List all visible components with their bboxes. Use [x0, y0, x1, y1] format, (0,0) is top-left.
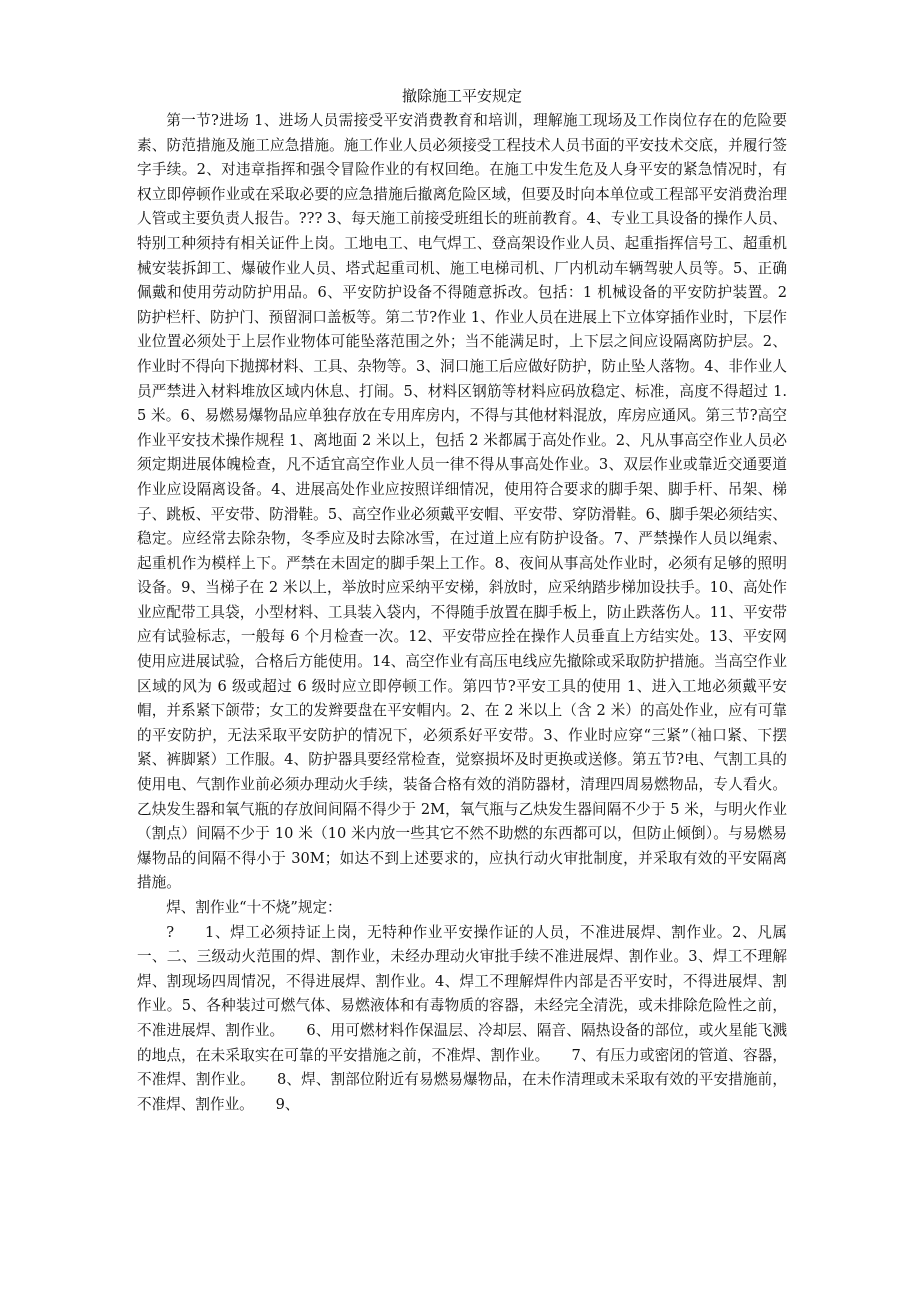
body-paragraph-heading: 焊、割作业“十不烧”规定：	[166, 899, 342, 916]
body-paragraph-main: 第一节?进场 1、进场人员需接受平安消费教育和培训，理解施工现场及工作岗位存在的危险要素、防范措施及施工应急措施。施工作业人员必须接受工程技术人员书面的平安技术交底，并履行签字手续。2、对违章指挥和强令冒险作业的有权回绝。在施工中发生危及人身平安的紧急情况时，有权立即停顿作业或在采取必要的应急措施后撤离危险区域，但要及时向本单位或工程部平安消费治理人管或主要负责人报告。??? 3、每天施工前接受班组长的班前教育。4、专业工具设备的操作人员、特别工种须持有相关证件上岗。工地电工、电气焊工、登高架设作业人员、起重指挥信号工、超重机械安装拆卸工、爆破作业人员、塔式起重司机、施工电梯司机、厂内机动车辆驾驶人员等。5、正确佩戴和使用劳动防护用品。6、平安防护设备不得随意拆改。包括：1 机械设备的平安防护装置。2 防护栏杆、防护门、预留洞口盖板等。第二节?作业 1、作业人员在进展上下立体穿插作业时，下层作业位置必须处于上层作业物体可能坠落范围之外；当不能满足时，上下层之间应设隔离防护层。2、作业时不得向下抛掷材料、工具、杂物等。3、洞口施工后应做好防护，防止坠人落物。4、非作业人员严禁进入材料堆放区域内休息、打闹。5、材料区钢筋等材料应码放稳定、标准，高度不得超过 1.5 米。6、易燃易爆物品应单独存放在专用库房内，不得与其他材料混放，库房应通风。第三节?高空作业平安技术操作规程 1、离地面 2 米以上，包括 2 米都属于高处作业。2、凡从事高空作业人员必须定期进展体魄检查，凡不适宜高空作业人员一律不得从事高处作业。3、双层作业或靠近交通要道作业应设隔离设备。4、进展高处作业应按照详细情况，使用符合要求的脚手架、脚手杆、吊架、梯子、跳板、平安带、防滑鞋。5、高空作业必须戴平安帽、平安带、穿防滑鞋。6、脚手架必须结实、稳定。应经常去除杂物，冬季应及时去除冰雪，在过道上应有防护设备。7、严禁操作人员以绳索、起重机作为模样上下。严禁在未固定的脚手架上工作。8、夜间从事高处作业时，必须有足够的照明设备。9、当梯子在 2 米以上，举放时应采纳平安梯，斜放时，应采纳踏步梯加设扶手。10、高处作业应配带工具袋，小型材料、工具装入袋内，不得随手放置在脚手板上，防止跌落伤人。11、平安带应有试验标志，一般每 6 个月检查一次。12、平安带应拴在操作人员垂直上方结实处。13、平安网使用应进展试验，合格后方能使用。14、高空作业有高压电线应先撤除或采取防护措施。当高空作业区域的风为 6 级或超过 6 级时应立即停顿工作。第四节?平安工具的使用 1、进入工地必须戴平安帽，并系紧下颌带；女工的发辫要盘在平安帽内。2、在 2 米以上（含 2 米）的高处作业，应有可靠的平安防护，无法采取平安防护的情况下，必须系好平安带。3、作业时应穿“三紧”（袖口紧、下摆紧、裤脚紧）工作服。4、防护器具要经常检查，觉察损坏及时更换或送修。第五节?电、气割工具的使用电、气割作业前必须办理动火手续，装备合格有效的消防器材，清理四周易燃物品，专人看火。乙炔发生器和氧气瓶的存放间间隔不得少于 2M，氧气瓶与乙炔发生器间隔不少于 5 米，与明火作业（割点）间隔不少于 10 米（10 米内放一些其它不然不助燃的东西都可以，但防止倾倒）。与易燃易爆物品的间隔不得小于 30M；如达不到上述要求的，应执行动火审批制度，并采取有效的平安隔离措施。	[137, 112, 787, 892]
document-title: 撤除施工平安规定	[401, 87, 522, 105]
body-paragraph-rules: ? 1、焊工必须持证上岗，无特种作业平安操作证的人员，不准进展焊、割作业。2、凡属一、二、三级动火范围的焊、割作业，未经办理动火审批手续不准进展焊、割作业。3、焊工不理解焊、割现场四周情况，不得进展焊、割作业。4、焊工不理解焊件内部是否平安时，不得进展焊、割作业。5、各种装过可燃气体、易燃液体和有毒物质的容器，未经完全清洗，或未排除危险性之前，不准进展焊、割作业。 6、用可燃材料作保温层、冷却层、隔音、隔热设备的部位，或火星能飞溅的地点，在未采取实在可靠的平安措施之前，不准焊、割作业。 7、有压力或密闭的管道、容器，不准焊、割作业。 8、焊、割部位附近有易燃易爆物品，在未作清理或未采取有效的平安措施前，不准焊、割作业。 9、	[137, 923, 787, 1113]
document-page	[137, 85, 787, 1117]
